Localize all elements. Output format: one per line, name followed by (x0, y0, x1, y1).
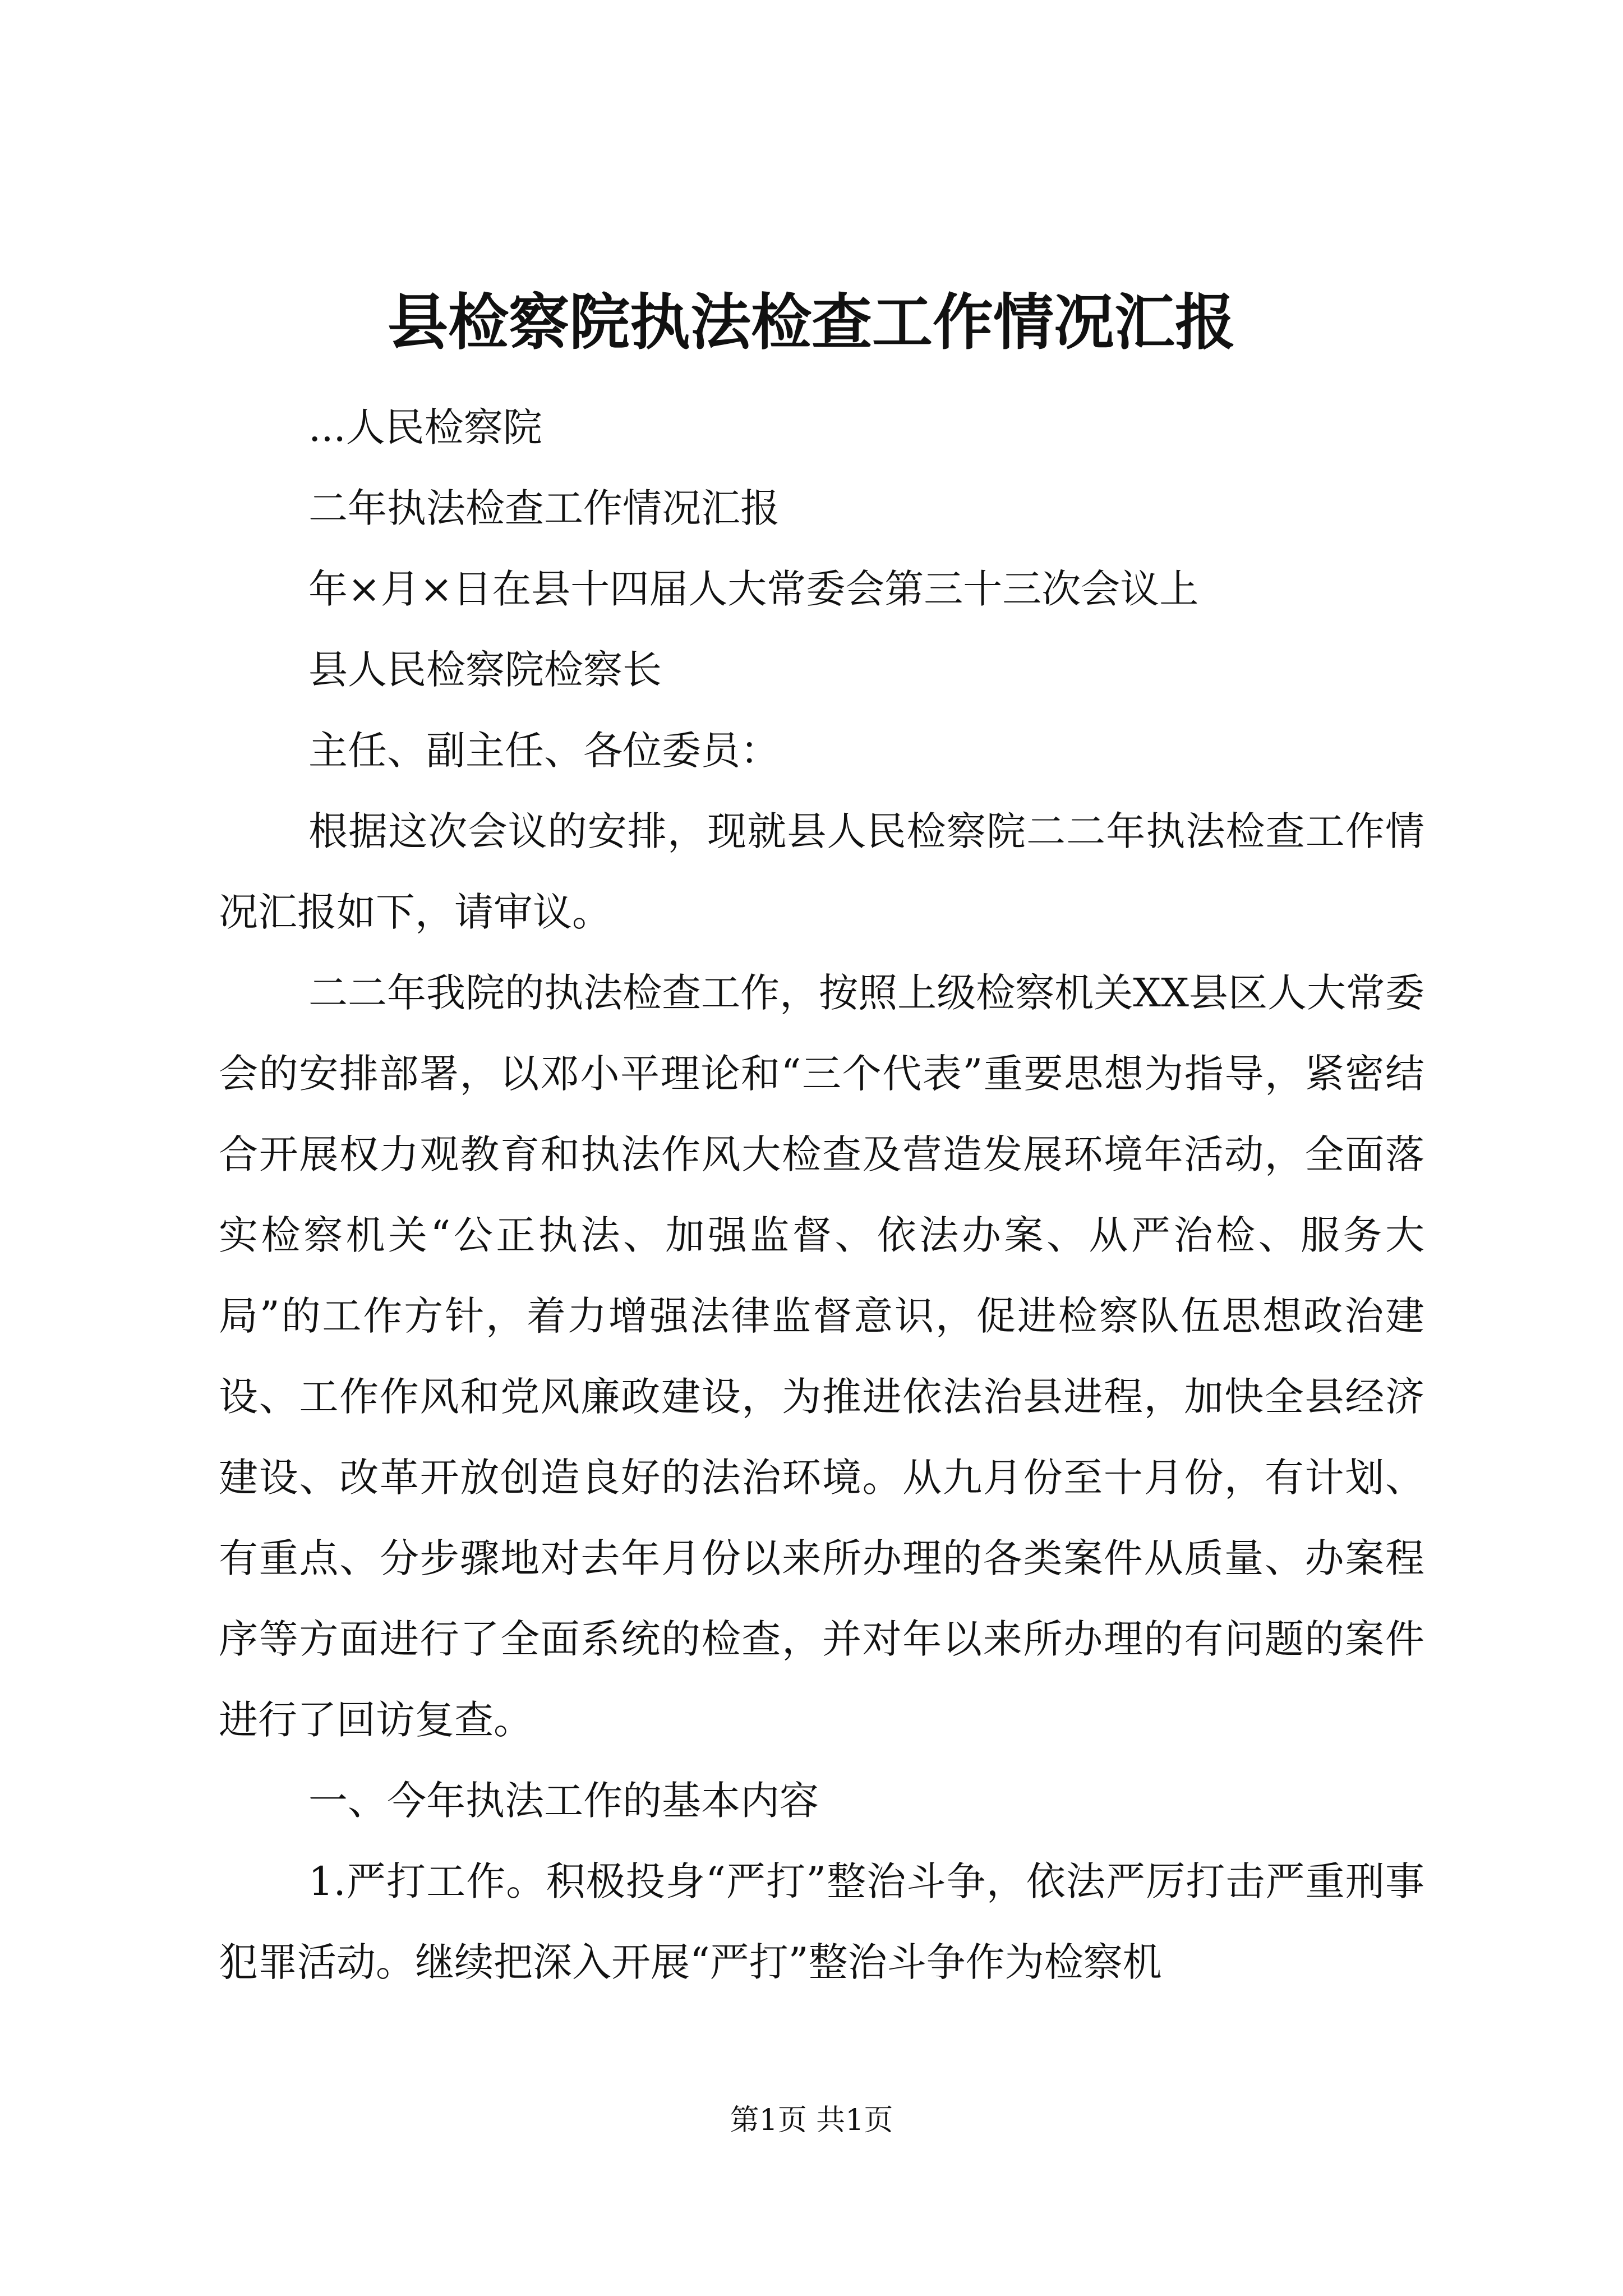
salutation: 主任、副主任、各位委员： (308, 728, 780, 774)
document-title: 县检察院执法检查工作情况汇报 (387, 287, 1235, 358)
header-org: ...人民检察院 (308, 404, 542, 450)
header-speaker: 县人民检察院检察长 (308, 647, 662, 693)
section-heading: 一、今年执法工作的基本内容 (308, 1778, 819, 1824)
header-subtitle: 二年执法检查工作情况汇报 (308, 485, 780, 531)
body-paragraph: 1.严打工作。积极投身“严打”整治斗争，依法严厉打击严重刑事犯罪活动。继续把深入开展“严打”整治斗争作为检察机 (219, 1858, 1424, 1985)
body-paragraph: 根据这次会议的安排，现就县人民检察院二二年执法检查工作情况汇报如下，请审议。 (219, 808, 1424, 935)
header-meeting: 年×月×日在县十四届人大常委会第三十三次会议上 (308, 566, 1199, 612)
page-footer: 第1页 共1页 (730, 2104, 893, 2137)
document-body (219, 387, 1424, 2003)
body-paragraph: 二二年我院的执法检查工作，按照上级检察机关XX县区人大常委会的安排部署，以邓小平理论和“三个代表”重要思想为指导，紧密结合开展权力观教育和执法作风大检查及营造发展环境年活动，全面落实检察机关“公正执法、加强监督、依法办案、从严治检、服务大局”的工作方针，着力增强法律监督意识，促进检察队伍思想政治建设、工作作风和党风廉政建设，为推进依法治县进程，加快全县经济建设、改革开放创造良好的法治环境。从九月份至十月份，有计划、有重点、分步骤地对去年月份以来所办理的各类案件从质量、办案程序等方面进行了全面系统的检查，并对年以来所办理的有问题的案件进行了回访复查。 (219, 970, 1424, 1743)
